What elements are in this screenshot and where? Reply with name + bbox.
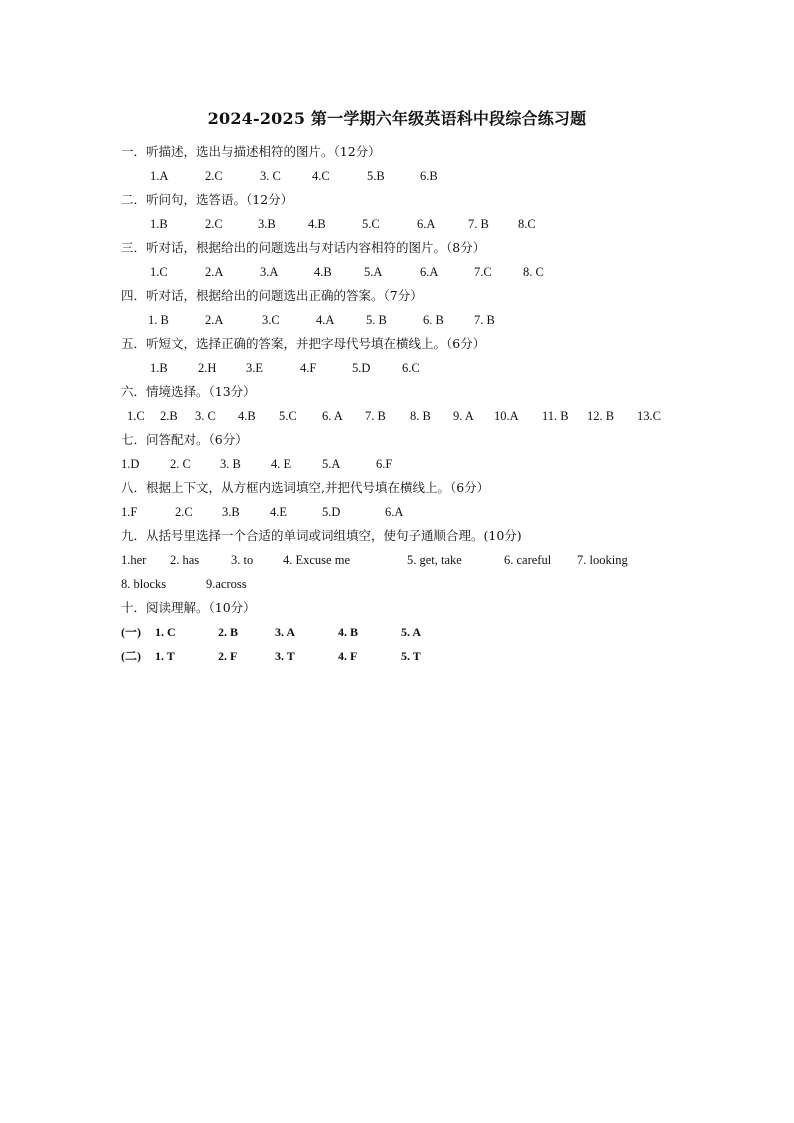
answer: 3. T xyxy=(275,649,295,663)
answer: 2.C xyxy=(205,217,223,231)
answer: 5. T xyxy=(401,649,421,663)
answer: 6.B xyxy=(420,169,438,183)
answer: 8. blocks xyxy=(121,577,167,591)
answer: 8. C xyxy=(523,265,544,279)
answer: 2.A xyxy=(205,265,224,279)
answer: 10.A xyxy=(494,409,519,423)
answer: 2. F xyxy=(218,649,238,663)
answer: 1.D xyxy=(121,457,140,471)
answer: 2. C xyxy=(170,457,191,471)
answer: 1.F xyxy=(121,505,138,519)
answer: 2.C xyxy=(175,505,193,519)
answer: 7.C xyxy=(474,265,492,279)
section-1-answers xyxy=(0,167,794,185)
answer: 1.A xyxy=(150,169,169,183)
answer: 11. B xyxy=(542,409,569,423)
answer: 4. Excuse me xyxy=(283,553,350,567)
section-6-answers xyxy=(0,407,794,425)
answer: 1.C xyxy=(127,409,145,423)
answer: 7. looking xyxy=(577,553,628,567)
answer: 5.A xyxy=(322,457,341,471)
answer: 9. A xyxy=(453,409,474,423)
answer: 1.her xyxy=(121,553,147,567)
answer: 1.C xyxy=(150,265,168,279)
answer: 4. F xyxy=(338,649,358,663)
answer: 7. B xyxy=(474,313,495,327)
answer: 3. A xyxy=(275,625,296,639)
section-7-heading: 七．问答配对。（6分） xyxy=(121,432,248,447)
answer: 4. E xyxy=(271,457,292,471)
answer: 12. B xyxy=(587,409,615,423)
answer: 6. A xyxy=(322,409,343,423)
answer: 3.B xyxy=(258,217,276,231)
answer: 5.C xyxy=(279,409,297,423)
answer: 6.C xyxy=(402,361,420,375)
answer: 6.A xyxy=(420,265,439,279)
answer: 5.D xyxy=(322,505,341,519)
answer: 4.C xyxy=(312,169,330,183)
section-8-answers xyxy=(0,503,794,521)
section-9-heading: 九．从括号里选择一个合适的单词或词组填空，使句子通顺合理。(10分) xyxy=(121,528,522,543)
answer: 3. to xyxy=(231,553,254,567)
section-8-heading: 八．根据上下文，从方框内选词填空,并把代号填在横线上。（6分） xyxy=(121,480,490,495)
answer: 6. B xyxy=(423,313,444,327)
answer: 2.C xyxy=(205,169,223,183)
section-4-heading: 四．听对话，根据给出的问题选出正确的答案。（7分） xyxy=(121,288,423,303)
section-10-group-1 xyxy=(0,623,794,641)
section-10-heading: 十．阅读理解。（10分） xyxy=(121,600,256,615)
answer: 4.F xyxy=(300,361,317,375)
answer: 3. B xyxy=(220,457,241,471)
answer: 5.D xyxy=(352,361,371,375)
answer: 2. B xyxy=(218,625,239,639)
answer: 6.A xyxy=(385,505,404,519)
answer: 2.H xyxy=(198,361,217,375)
answer: 3. C xyxy=(260,169,281,183)
answer: 5. B xyxy=(366,313,387,327)
answer: 4.E xyxy=(270,505,288,519)
group-label: (二) xyxy=(121,649,141,663)
answer: 2.A xyxy=(205,313,224,327)
section-2-heading: 二．听问句，选答语。（12分） xyxy=(121,192,294,207)
section-9-answers-line-1 xyxy=(0,551,794,569)
answer: 5. get, take xyxy=(407,553,462,567)
group-label: (一) xyxy=(121,625,141,639)
answer: 8.C xyxy=(518,217,536,231)
answer: 4.A xyxy=(316,313,335,327)
section-1-heading: 一．听描述，选出与描述相符的图片。（12分） xyxy=(121,144,381,159)
section-9-answers-line-2 xyxy=(0,575,794,593)
answer: 3.E xyxy=(246,361,264,375)
page-title: 2024-2025 第一学期六年级英语科中段综合练习题 xyxy=(207,109,587,128)
answer: 7. B xyxy=(365,409,386,423)
section-5-answers xyxy=(0,359,794,377)
answer: 5.C xyxy=(362,217,380,231)
answer: 6.F xyxy=(376,457,393,471)
section-6-heading: 六．情境选择。（13分） xyxy=(121,384,256,399)
answer: 3.B xyxy=(222,505,240,519)
answer: 3.C xyxy=(262,313,280,327)
answer: 1. B xyxy=(148,313,169,327)
section-10-group-2 xyxy=(0,647,794,665)
answer: 4.B xyxy=(238,409,256,423)
answer: 7. B xyxy=(468,217,489,231)
answer: 5.B xyxy=(367,169,385,183)
answer: 1.B xyxy=(150,217,168,231)
answer: 1. T xyxy=(155,649,175,663)
answer: 8. B xyxy=(410,409,431,423)
answer: 5.A xyxy=(364,265,383,279)
answer: 9.across xyxy=(206,577,247,591)
section-4-answers xyxy=(0,311,794,329)
answer: 1.B xyxy=(150,361,168,375)
answer: 4.B xyxy=(314,265,332,279)
answer: 2. has xyxy=(170,553,200,567)
section-5-heading: 五．听短文，选择正确的答案，并把字母代号填在横线上。（6分） xyxy=(121,336,486,351)
section-7-answers xyxy=(0,455,794,473)
answer: 6. careful xyxy=(504,553,552,567)
answer: 4. B xyxy=(338,625,359,639)
answer: 6.A xyxy=(417,217,436,231)
answer: 1. C xyxy=(155,625,176,639)
answer: 5. A xyxy=(401,625,422,639)
section-2-answers xyxy=(0,215,794,233)
answer: 3.A xyxy=(260,265,279,279)
answer: 13.C xyxy=(637,409,661,423)
answer: 2.B xyxy=(160,409,178,423)
answer: 4.B xyxy=(308,217,326,231)
section-3-heading: 三．听对话，根据给出的问题选出与对话内容相符的图片。（8分） xyxy=(121,240,486,255)
section-3-answers xyxy=(0,263,794,281)
answer: 3. C xyxy=(195,409,216,423)
